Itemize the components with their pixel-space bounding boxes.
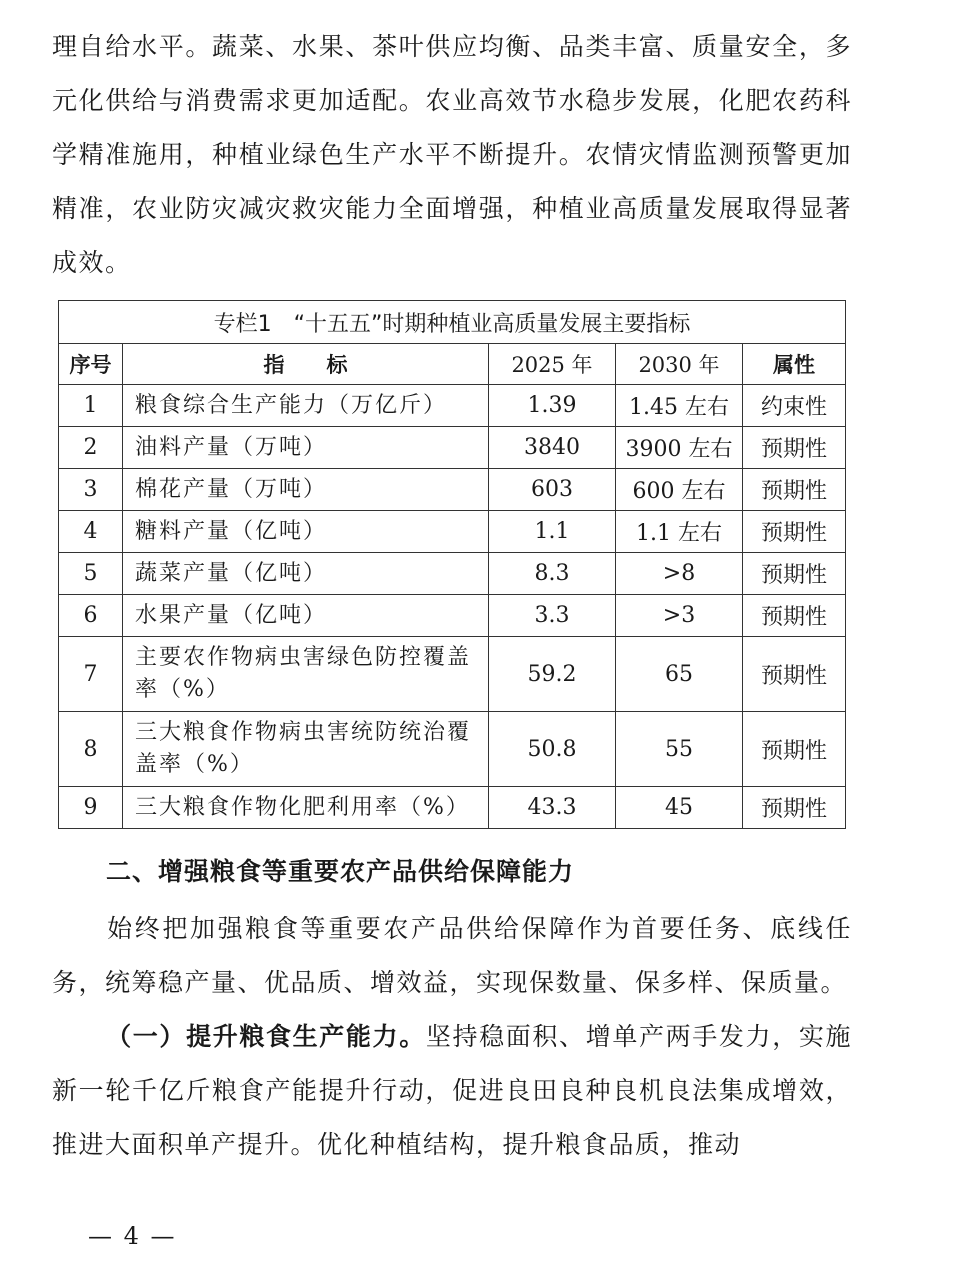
cell-2030: >3 xyxy=(616,595,743,637)
cell-attr: 预期性 xyxy=(743,469,846,511)
cell-2030: 3900 左右 xyxy=(616,427,743,469)
cell-attr: 预期性 xyxy=(743,511,846,553)
cell-2025: 59.2 xyxy=(489,637,616,712)
cell-no: 8 xyxy=(59,712,123,787)
cell-indicator: 蔬菜产量（亿吨） xyxy=(123,553,489,595)
cell-attr: 约束性 xyxy=(743,385,846,427)
table-row xyxy=(59,385,846,427)
cell-no: 7 xyxy=(59,637,123,712)
cell-2030: 600 左右 xyxy=(616,469,743,511)
table-row xyxy=(59,637,846,712)
table-row xyxy=(59,787,846,829)
cell-attr: 预期性 xyxy=(743,595,846,637)
table-row xyxy=(59,553,846,595)
cell-attr: 预期性 xyxy=(743,637,846,712)
table-title: 专栏1 “十五五”时期种植业高质量发展主要指标 xyxy=(59,301,846,344)
subsection-text: 坚持稳面积、增单产两手发力，实施新一轮千亿斤粮食产能提升行动，促进良田良种良机良法集成增效，推进大面积单产提升。优化种植结构，提升粮食品质，推动 xyxy=(52,1022,852,1159)
cell-2025: 3.3 xyxy=(489,595,616,637)
cell-no: 1 xyxy=(59,385,123,427)
table-row xyxy=(59,469,846,511)
cell-attr: 预期性 xyxy=(743,787,846,829)
section-paragraph-text: 始终把加强粮食等重要农产品供给保障作为首要任务、底线任务，统筹稳产量、优品质、增效益，实现保数量、保多样、保质量。 xyxy=(52,914,852,997)
cell-2030: 55 xyxy=(616,712,743,787)
subsection-lead: （一）提升粮食生产能力。 xyxy=(106,1022,426,1051)
cell-2025: 1.39 xyxy=(489,385,616,427)
table-row xyxy=(59,511,846,553)
cell-indicator: 三大粮食作物化肥利用率（%） xyxy=(123,787,489,829)
cell-indicator: 水果产量（亿吨） xyxy=(123,595,489,637)
cell-2030: 65 xyxy=(616,637,743,712)
header-2030: 2030 年 xyxy=(616,344,743,385)
cell-indicator: 糖料产量（亿吨） xyxy=(123,511,489,553)
table-row xyxy=(59,595,846,637)
table-header-row xyxy=(59,344,846,385)
cell-2030: 1.45 左右 xyxy=(616,385,743,427)
subsection-paragraph xyxy=(52,1010,852,1172)
cell-indicator: 三大粮食作物病虫害统防统治覆盖率（%） xyxy=(123,712,489,787)
cell-no: 3 xyxy=(59,469,123,511)
cell-2025: 3840 xyxy=(489,427,616,469)
cell-no: 2 xyxy=(59,427,123,469)
cell-indicator: 主要农作物病虫害绿色防控覆盖率（%） xyxy=(123,637,489,712)
cell-indicator: 棉花产量（万吨） xyxy=(123,469,489,511)
header-2025: 2025 年 xyxy=(489,344,616,385)
cell-2030: 1.1 左右 xyxy=(616,511,743,553)
cell-attr: 预期性 xyxy=(743,553,846,595)
intro-paragraph: 理自给水平。蔬菜、水果、茶叶供应均衡、品类丰富、质量安全，多元化供给与消费需求更加适配。农业高效节水稳步发展，化肥农药科学精准施用，种植业绿色生产水平不断提升。农情灾情监测预警更加精准，农业防灾减灾救灾能力全面增强，种植业高质量发展取得显著成效。 xyxy=(52,32,852,277)
header-no: 序号 xyxy=(59,344,123,385)
cell-2025: 603 xyxy=(489,469,616,511)
cell-2025: 8.3 xyxy=(489,553,616,595)
cell-2025: 43.3 xyxy=(489,787,616,829)
cell-2030: >8 xyxy=(616,553,743,595)
cell-indicator: 油料产量（万吨） xyxy=(123,427,489,469)
cell-no: 6 xyxy=(59,595,123,637)
section-heading: 二、增强粮食等重要农产品供给保障能力 xyxy=(106,857,575,886)
cell-attr: 预期性 xyxy=(743,712,846,787)
table-row xyxy=(59,712,846,787)
cell-2030: 45 xyxy=(616,787,743,829)
table-row xyxy=(59,427,846,469)
header-indicator: 指 标 xyxy=(123,344,489,385)
cell-no: 5 xyxy=(59,553,123,595)
indicators-table xyxy=(58,300,846,829)
cell-2025: 50.8 xyxy=(489,712,616,787)
section-paragraph xyxy=(52,902,852,1010)
cell-indicator: 粮食综合生产能力（万亿斤） xyxy=(123,385,489,427)
cell-attr: 预期性 xyxy=(743,427,846,469)
cell-2025: 1.1 xyxy=(489,511,616,553)
header-attr: 属性 xyxy=(743,344,846,385)
cell-no: 4 xyxy=(59,511,123,553)
cell-no: 9 xyxy=(59,787,123,829)
page-number: — 4 — xyxy=(88,1222,177,1250)
